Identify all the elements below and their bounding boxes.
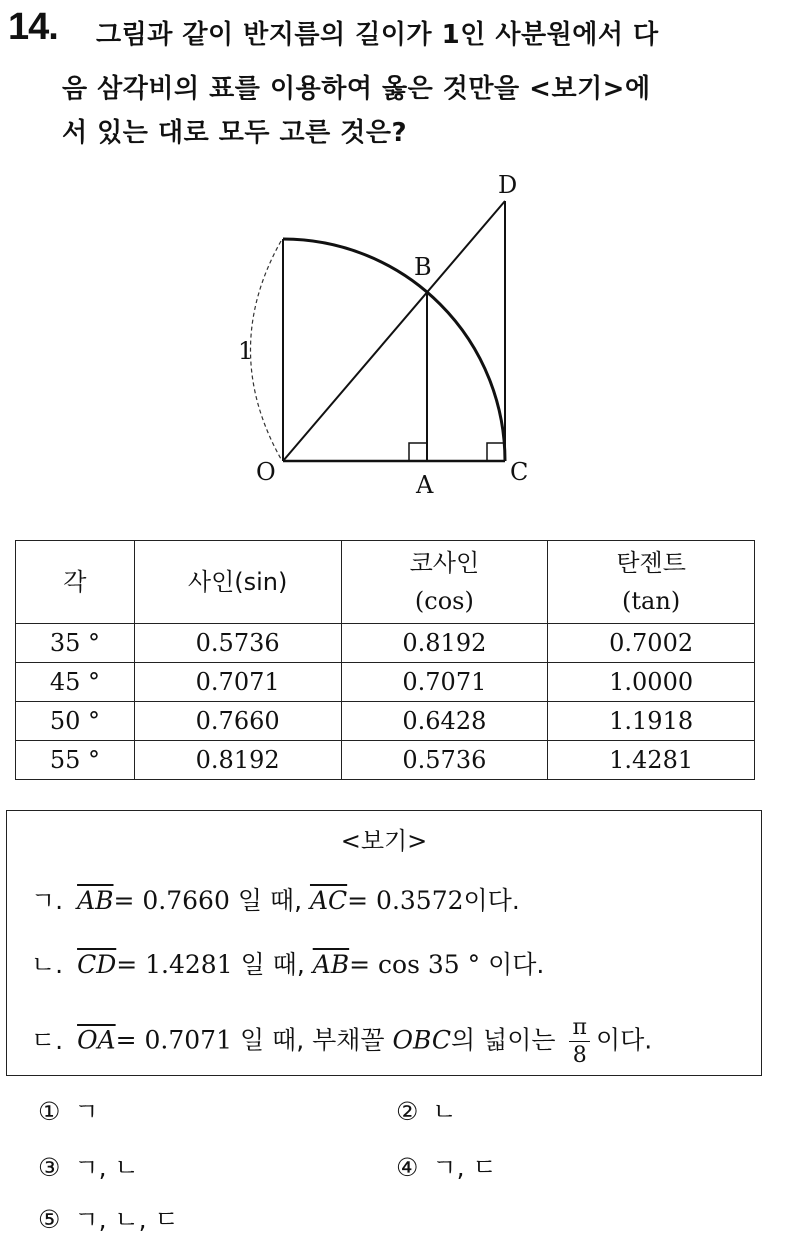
- choice-4[interactable]: [396, 1148, 497, 1184]
- label-C: C: [510, 458, 529, 486]
- label-radius: 1: [238, 337, 254, 365]
- statement-value: = 0.7071: [115, 1025, 232, 1055]
- trig-table: [15, 540, 755, 780]
- choice-text: ㄱ: [74, 1097, 99, 1126]
- bogi-box: [6, 810, 762, 1076]
- label-D: D: [498, 171, 518, 199]
- choice-number: ①: [38, 1097, 61, 1126]
- cell-cos: 0.8192: [341, 624, 548, 663]
- choice-2[interactable]: [396, 1092, 457, 1128]
- segment-label: $\overline{AB}$: [77, 886, 114, 915]
- header-angle: 각: [16, 541, 135, 624]
- quarter-circle-figure: [220, 165, 550, 505]
- question-text-line3: 서 있는 대로 모두 고른 것은?: [62, 118, 408, 148]
- choice-number: ④: [396, 1153, 419, 1182]
- label-B: B: [414, 253, 432, 281]
- statement-giyeok: [31, 881, 520, 917]
- fraction-denominator: 8: [572, 1043, 587, 1068]
- statement-condition: 일 때,: [229, 886, 310, 915]
- statement-ending: 이다.: [463, 886, 520, 915]
- choice-1[interactable]: [38, 1092, 99, 1128]
- segment-label: $\overline{AB}$: [312, 950, 350, 979]
- header-tan-korean: 탄젠트: [616, 549, 686, 577]
- statement-value: = 1.4281: [116, 950, 233, 979]
- table-row: [16, 663, 755, 702]
- cell-angle: 55 °: [16, 741, 135, 780]
- cell-tan: 1.1918: [548, 702, 755, 741]
- cell-cos: 0.7071: [341, 663, 548, 702]
- cell-tan: 0.7002: [548, 624, 755, 663]
- statement-value: = cos 35 °: [349, 950, 481, 979]
- choice-text: ㄱ, ㄴ: [74, 1153, 139, 1182]
- bogi-title: <보기>: [340, 827, 428, 855]
- cell-cos: 0.6428: [341, 702, 548, 741]
- label-A: A: [416, 471, 434, 499]
- statement-value: = 0.7660: [113, 886, 230, 915]
- fraction-numerator: π: [569, 1017, 589, 1042]
- header-tan: [548, 541, 755, 624]
- header-sin-label: 사인(sin): [187, 568, 288, 596]
- quarter-arc: [283, 239, 505, 461]
- statement-value: = 0.3572: [347, 886, 464, 915]
- choice-number: ②: [396, 1097, 419, 1126]
- header-cos-korean: 코사인: [409, 549, 480, 577]
- table-row: [16, 624, 755, 663]
- statement-marker: ㄱ.: [31, 886, 64, 915]
- question-text-line1: 그림과 같이 반지름의 길이가 1인 사분원에서 다: [96, 20, 659, 50]
- cell-angle: 45 °: [16, 663, 135, 702]
- choice-text: ㄱ, ㄴ, ㄷ: [74, 1205, 179, 1234]
- cell-sin: 0.5736: [134, 624, 341, 663]
- statement-middle: 의 넓이는: [450, 1025, 556, 1055]
- header-tan-abbr: (tan): [622, 587, 681, 615]
- cell-tan: 1.4281: [548, 741, 755, 780]
- statement-condition: 일 때, 부채꼴: [232, 1025, 393, 1055]
- segment-label: $\overline{CD}$: [77, 950, 117, 979]
- statement-ending: 이다.: [480, 950, 545, 979]
- statement-marker: ㄷ.: [31, 1025, 64, 1055]
- statement-condition: 일 때,: [232, 950, 313, 979]
- question-text-line2: 음 삼각비의 표를 이용하여 옳은 것만을 <보기>에: [62, 74, 651, 104]
- statement-ending: 이다.: [595, 1025, 653, 1055]
- sector-label: OBC: [392, 1025, 451, 1055]
- choice-text: ㄴ: [432, 1097, 457, 1126]
- question-number: 14.: [8, 6, 58, 48]
- segment-label: $\overline{AC}$: [309, 886, 348, 915]
- cell-angle: 35 °: [16, 624, 135, 663]
- right-angle-mark-C: [487, 443, 505, 461]
- cell-cos: 0.5736: [341, 741, 548, 780]
- cell-tan: 1.0000: [548, 663, 755, 702]
- radius-brace: [251, 241, 282, 459]
- cell-sin: 0.7660: [134, 702, 341, 741]
- statement-digeut: [31, 1017, 652, 1067]
- cell-angle: 50 °: [16, 702, 135, 741]
- choice-text: ㄱ, ㄷ: [432, 1153, 497, 1182]
- choice-5[interactable]: [38, 1200, 179, 1236]
- header-sin: [134, 541, 341, 624]
- fraction: [569, 1017, 589, 1067]
- table-row: [16, 741, 755, 780]
- right-angle-mark-A: [409, 443, 427, 461]
- statement-marker: ㄴ.: [31, 950, 64, 979]
- label-O: O: [256, 458, 276, 486]
- statement-nieun: [31, 945, 544, 981]
- choice-number: ③: [38, 1153, 61, 1182]
- table-row: [16, 702, 755, 741]
- table-header-row: [16, 541, 755, 624]
- header-cos-abbr: (cos): [414, 587, 474, 615]
- cell-sin: 0.8192: [134, 741, 341, 780]
- choice-3[interactable]: [38, 1148, 139, 1184]
- segment-label: $\overline{OA}$: [77, 1025, 116, 1055]
- header-cos: [341, 541, 548, 624]
- cell-sin: 0.7071: [134, 663, 341, 702]
- choice-number: ⑤: [38, 1205, 61, 1234]
